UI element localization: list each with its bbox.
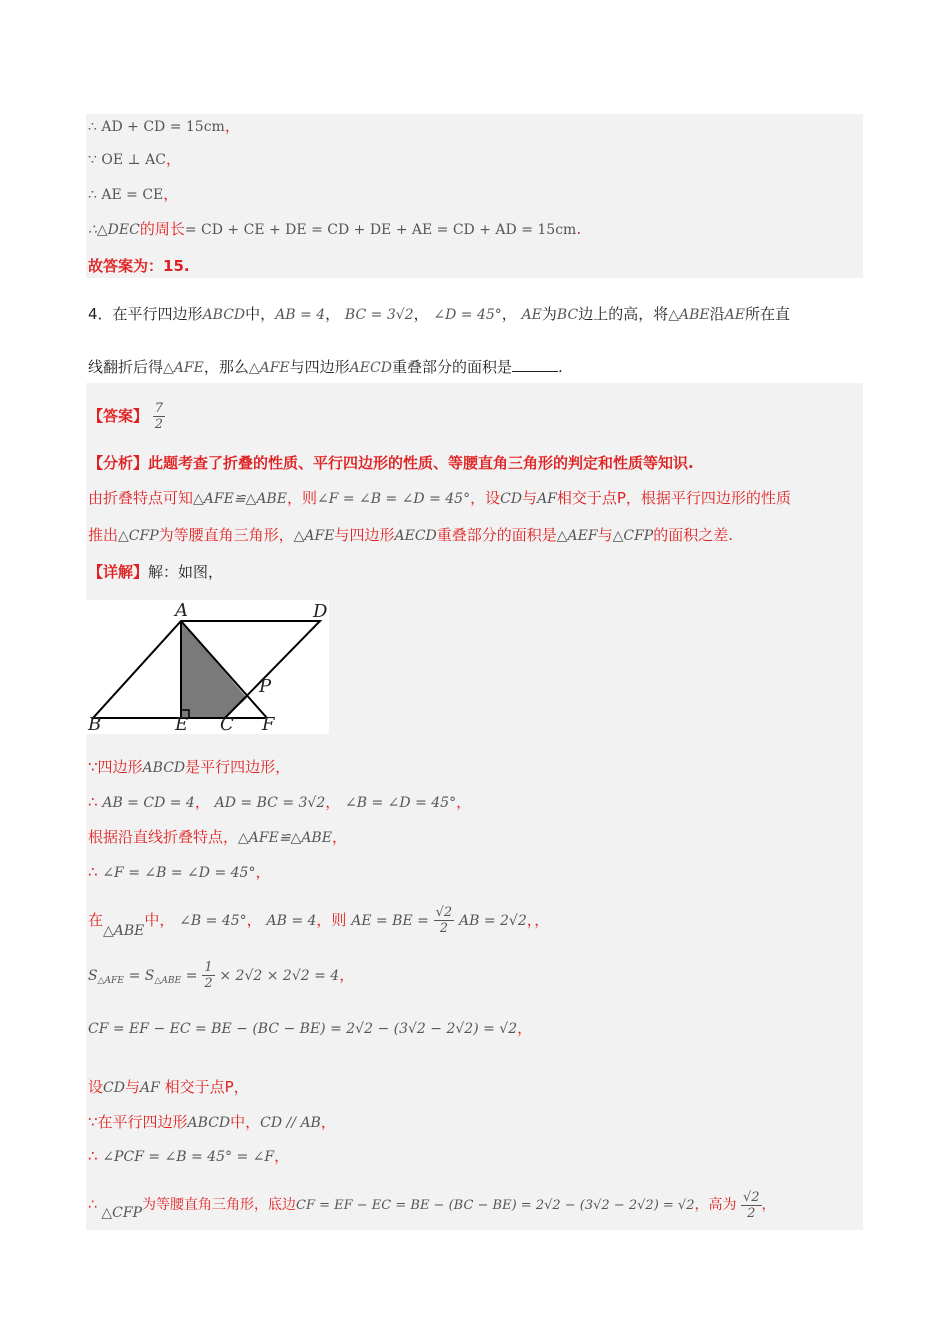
fraction-height: $\frac{√2}{2}$ (742, 1189, 760, 1221)
top-line-3: ∴ AE = CE， (88, 185, 179, 203)
label-a: A (175, 600, 188, 621)
analysis-line-3: 推出△CFP为等腰直角三角形，△AFE与四边形AECD重叠部分的面积是△AEF与△CFP的面积之差. (88, 526, 734, 544)
top-answer-line: 故答案为：15. (88, 257, 190, 275)
question-4-line-1: 4．在平行四边形ABCD中，AB = 4， BC = 3√2， ∠D = 45°， AE为BC边上的高，将△ABE沿AE所在直 (88, 305, 790, 323)
top-line-2: ∵ OE ⊥ AC， (88, 150, 181, 168)
fraction-root2-over-2: $\frac{√2}{2}$ (435, 905, 453, 936)
analysis-line-2: 由折叠特点可知△AFE≌△ABE，则∠F = ∠B = ∠D = 45°，设CD与AF相交于点P，根据平行四边形的性质 (88, 489, 791, 507)
fraction-one-half: $\frac{1}{2}$ (204, 960, 213, 991)
step-10: ∴ ∠PCF = ∠B = 45° = ∠F， (88, 1147, 290, 1165)
step-4: ∴ ∠F = ∠B = ∠D = 45°， (88, 863, 271, 881)
top-line-4: ∴△DEC的周长= CD + CE + DE = CD + DE + AE = CD + AD = 15cm. (88, 220, 582, 238)
answer-blank (512, 357, 558, 372)
step-7: CF = EF − EC = BE − (BC − BE) = 2√2 − (3√2 − 2√2) = √2， (88, 1019, 533, 1037)
step-11: ∴ △CFP为等腰直角三角形，底边CF = EF − EC = BE − (BC − BE) = 2√2 − (3√2 − 2√2) = √2，高为 $\frac{√2}{2}$ ， (88, 1189, 776, 1221)
step-6: $S_{\triangle AFE} = S_{\triangle ABE}$ = $\frac{1}{2}$ × 2√2 × 2√2 = 4， (88, 960, 355, 991)
label-b: B (88, 714, 102, 734)
step-1: ∵四边形ABCD是平行四边形， (88, 758, 291, 776)
detail-line: 【详解】解：如图， (88, 563, 224, 581)
label-d: D (313, 601, 328, 622)
step-8: 设CD与AF 相交于点P， (88, 1078, 249, 1096)
overlap-region (181, 621, 247, 718)
step-5: 在△ABE中， ∠B = 45°， AB = 4，则 AE = BE = $\frac{√2}{2}$ AB = 2√2，， (88, 905, 550, 939)
label-f: F (262, 714, 275, 734)
step-9: ∵在平行四边形ABCD中，CD // AB， (88, 1113, 336, 1131)
label-c: C (220, 714, 234, 734)
analysis-line-1: 【分析】此题考查了折叠的性质、平行四边形的性质、等腰直角三角形的判定和性质等知识. (88, 454, 694, 472)
label-p: P (259, 676, 272, 697)
answer-line: 【答案】 $\frac{7}{2}$ (88, 401, 164, 432)
answer-fraction: $\frac{7}{2}$ (154, 401, 164, 432)
label-e: E (175, 714, 189, 734)
solution-panel-previous (86, 114, 863, 278)
top-line-1: ∴ AD + CD = 15cm， (88, 117, 240, 135)
parallelogram-figure (86, 600, 329, 734)
step-2: ∴ AB = CD = 4， AD = BC = 3√2， ∠B = ∠D = 45°， (88, 793, 472, 811)
step-3: 根据沿直线折叠特点，△AFE≌△ABE， (88, 828, 347, 846)
question-4-line-2: 线翻折后得△AFE，那么△AFE与四边形AECD重叠部分的面积是 . (88, 358, 563, 376)
